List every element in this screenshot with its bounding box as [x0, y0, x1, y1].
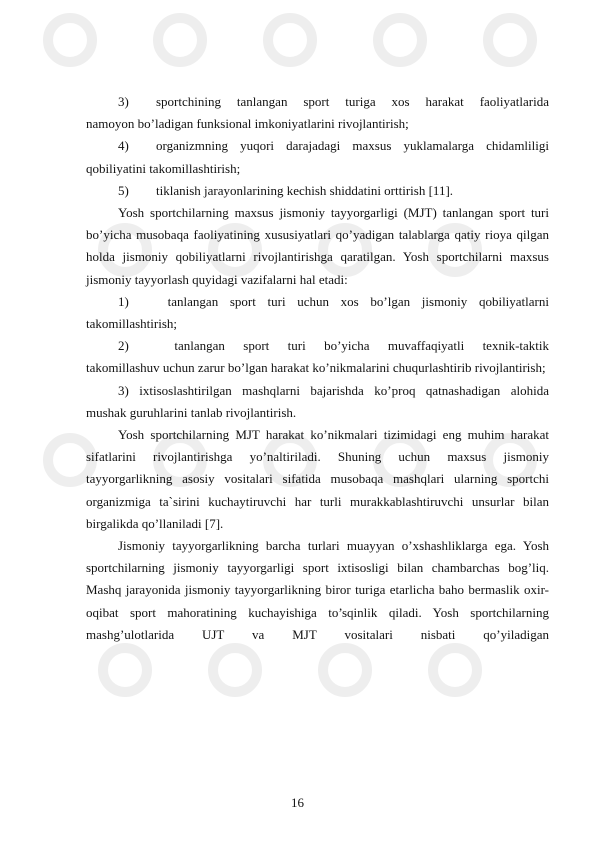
- list-text: tanlangan sport turi bo’yicha muvaffaqiyatli texnik-taktik: [156, 338, 549, 354]
- paragraph: Yosh sportchilarning MJT harakat ko’nikmalari tizimidagi eng muhim harakat sifatlarini rivojlantirishga yo’naltiriladi. Shuning uchun maxsus jismoniy tayyorgarlikning asosiy vositalari sifatida musobaqa mashqlari ularning sportchi organizmiga ta`sirini kuchaytiruvchi har turli murakkablashtiruvchi unsurlar bilan birgalikda qo’llaniladi [7].: [86, 427, 549, 531]
- list-item: [86, 291, 549, 335]
- list-text-continued: qobiliyatini takomillashtirish;: [86, 160, 241, 176]
- list-number: 1): [118, 293, 129, 309]
- paragraph: 3) ixtisoslashtirilgan mashqlarni bajarishda ko’proq qatnashadigan alohida mushak guruhlarini tanlab rivojlantirish.: [86, 382, 549, 420]
- list-number: 4): [118, 138, 129, 154]
- document-body: [86, 91, 549, 646]
- list-text: organizmning yuqori darajadagi maxsus yuklamalarga chidamliligi: [156, 138, 549, 154]
- list-text: sportchining tanlangan sport turiga xos harakat faoliyatlarida: [156, 94, 549, 109]
- list-number: 2): [118, 338, 129, 354]
- page-number: 16: [291, 795, 304, 810]
- list-text: tiklanish jarayonlarining kechish shiddatini orttirish [11].: [156, 182, 454, 198]
- list-number: 3): [118, 94, 129, 109]
- paragraph: Jismoniy tayyorgarlikning barcha turlari muayyan o’xshashliklarga ega. Yosh sportchilarning jismoniy tayyorgarligi sport ixtisosligi bilan chambarchas bog’liq. Mashq jarayonida jismoniy tayyorgarlikning biror turiga etarlicha baho bermaslik oxir-oqibat sport mahoratining kuchayishiga to’sqinlik qiladi. Yosh sportchilarning mashg’ulotlarida UJT va MJT vositalari nisbati qo’yiladigan: [86, 538, 549, 642]
- list-text-continued: takomillashtirish;: [86, 316, 177, 332]
- list-item: [86, 180, 549, 202]
- list-text-continued: namoyon bo’ladigan funksional imkoniyatlarini rivojlantirish;: [86, 116, 409, 132]
- paragraph: Yosh sportchilarning maxsus jismoniy tayyorgarligi (MJT) tanlangan sport turi bo’yicha musobaqa faoliyatining xususiyatlari qo’yadigan talablarga qatiy rioya qilgan holda jismoniy qobiliyatlarni rivojlantirishga qaratilgan. Yosh sportchilarni maxsus jismoniy tayyorlash quyidagi vazifalarni hal etadi:: [86, 205, 549, 287]
- list-item: [86, 135, 549, 179]
- list-text: tanlangan sport turi uchun xos bo’lgan jismoniy qobiliyatlarni: [156, 293, 549, 309]
- list-item: [86, 335, 549, 379]
- list-number: 5): [118, 182, 129, 198]
- list-text-continued: takomillashuv uchun zarur bo’lgan harakat ko’nikmalarini chuqurlashtirib rivojlantirish;: [86, 360, 546, 376]
- list-item: [86, 91, 549, 135]
